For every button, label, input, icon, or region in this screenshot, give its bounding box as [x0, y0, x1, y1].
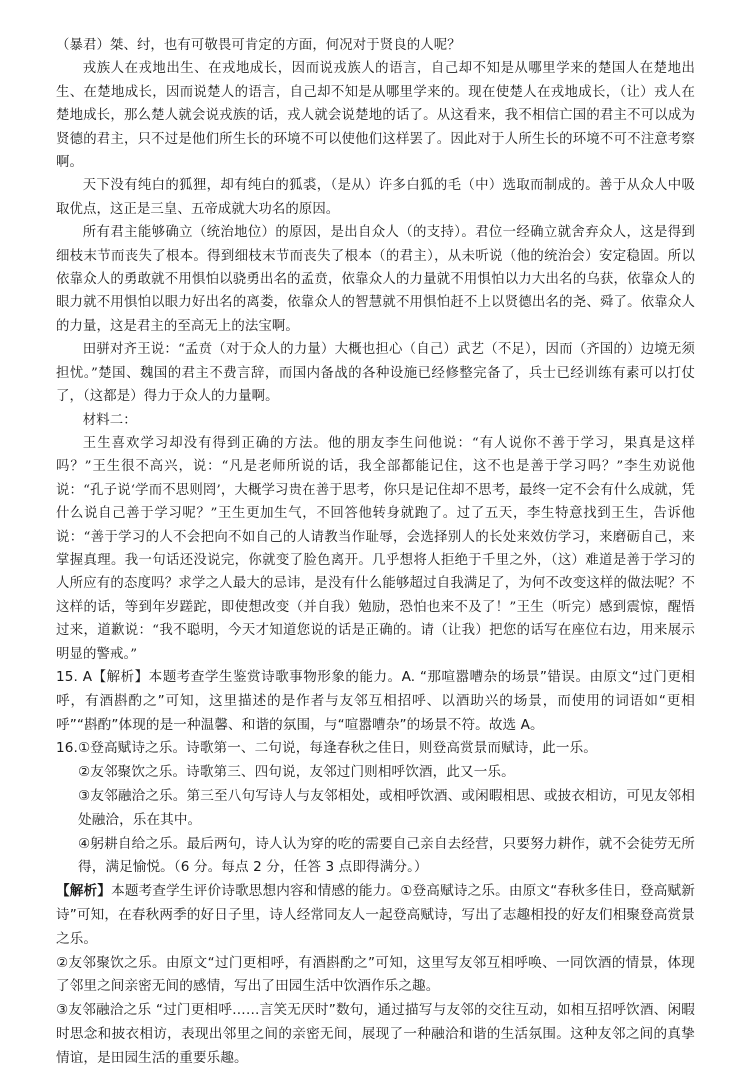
analysis-text: 本题考查学生评价诗歌思想内容和情感的能力。①登高赋诗之乐。由原文“春秋多佳日，登高赋新诗”可知，在春秋两季的好日子里，诗人经常同友人一起登高赋诗，写出了志趣相投的好友们相聚登高赏景之乐。 [56, 883, 696, 947]
analysis-paragraph-2: ②友邻聚饮之乐。由原文“过门更相呼，有酒斟酌之”可知，这里写友邻互相呼唤、一同饮酒的情景，体现了邻里之间亲密无间的感情，写出了田园生活中饮酒作乐之趣。 [56, 954, 695, 995]
answer-text: ①登高赋诗之乐。诗歌第一、二句说，每逢春秋之佳日，则登高赏景而赋诗，此一乐。 [78, 740, 597, 757]
answer-section [56, 666, 695, 1071]
paragraph: 所有君主能够确立（统治地位）的原因，是出自众人（的支持）。君位一经确立就舍弃众人，这是得到细枝末节而丧失了根本。得到细枝末节而丧失了根本（的君主），从未听说（他的统治会）安定稳固。所以依靠众人的勇敢就不用惧怕以骁勇出名的孟贲，依靠众人的力量就不用惧怕以力大出名的乌获，依靠众人的眼力就不用惧怕以眼力好出名的离娄，依靠众人的智慧就不用惧怕赶不上以贤德出名的尧、舜了。依靠众人的力量，这是君主的至高无上的法宝啊。 [56, 225, 695, 334]
answer-16-point-3: ③友邻融洽之乐。第三至八句写诗人与友邻相处，或相呼饮酒、或闲暇相思、或披衣相访，可见友邻相处融洽，乐在其中。 [78, 787, 695, 828]
paragraph: （暴君）桀、纣，也有可敬畏可肯定的方面，何况对于贤良的人呢？ [56, 38, 461, 53]
paragraph: 戎族人在戎地出生、在戎地成长，因而说戎族人的语言，自己却不知是从哪里学来的楚国人在楚地出生、在楚地成长，因而说楚人的语言，自己却不知是从哪里学来的。现在使楚人在戎地成长，（让）戎人在楚地成长，那么楚人就会说戎族的话，戎人就会说楚地的话了。从这看来，我不相信亡国的君主不可以成为贤德的君主，只不过是他们所生长的环境不可以使他们这样罢了。因此对于人所生长的环境不可不注意考察啊。 [56, 61, 695, 171]
material-heading: 材料二： [82, 412, 137, 428]
answer-16-point-1 [56, 737, 695, 761]
question-number: 16. [56, 740, 78, 757]
analysis-paragraph-3: ③友邻融洽之乐 “过门更相呼……言笑无厌时”数句，通过描写与友邻的交往互动，如相互招呼饮酒、闲暇时思念和披衣相访，表现出邻里之间的亲密无间，展现了一种融洽和谐的生活氛围。这种友邻之间的真挚情谊，是田园生活的重要乐趣。 [56, 1002, 695, 1066]
answer-15: 15. A【解析】本题考查学生鉴赏诗歌事物形象的能力。A. “那喧嚣嘈杂的场景”错误。由原文“过门更相呼，有酒斟酌之”可知，这里描述的是作者与友邻互相招呼、以酒助兴的场景，而使用的词语如“更相呼”“斟酌”体现的是一种温馨、和谐的氛围，与“喧嚣嘈杂”的场景不符。故选 A。 [56, 668, 695, 733]
paragraph: 天下没有纯白的狐狸，却有纯白的狐裘，（是从）许多白狐的毛（中）选取而制成的。善于从众人中吸取优点，这正是三皇、五帝成就大功名的原因。 [56, 178, 695, 217]
answer-16-point-2: ②友邻聚饮之乐。诗歌第三、四句说，友邻过门则相呼饮酒，此又一乐。 [78, 764, 515, 781]
translation-passage [56, 34, 695, 666]
paragraph: 王生喜欢学习却没有得到正确的方法。他的朋友李生问他说：“有人说你不善于学习，果真是这样吗？”王生很不高兴，说：“凡是老师所说的话，我全部都能记住，这不也是善于学习吗？”李生劝说他说：“孔子说‘学而不思则罔’，大概学习贵在善于思考，你只是记住却不思考，最终一定不会有什么成就，凭什么说自己善于学习呢？”王生更加生气，不回答他转身就跑了。过了五天，李生特意找到王生，告诉他说：“善于学习的人不会把向不如自己的人请教当作耻辱，会选择别人的长处来效仿学习，来磨砺自己，来掌握真理。我一句话还没说完，你就变了脸色离开。几乎想将人拒绝于千里之外，（这）难道是善于学习的人所应有的态度吗？求学之人最大的忌讳，是没有什么能够超过自我满足了，为何不改变这样的做法呢？不这样的话，等到年岁蹉跎，即使想改变（并自我）勉励，恐怕也来不及了！”王生（听完）感到震惊，醒悟过来，道歉说：“我不聪明，今天才知道您说的话是正确的。请（让我）把您的话写在座位右边，用来展示明显的警戒。” [56, 435, 695, 662]
answer-16-point-4: ④躬耕自给之乐。最后两句，诗人认为穿的吃的需要自己亲自去经营，只要努力耕作，就不会徒劳无所得，满足愉悦。（6 分。每点 2 分，任答 3 点即得满分。） [78, 835, 695, 876]
analysis-tag: 【解析】 [56, 883, 112, 900]
paragraph: 田骈对齐王说：“孟贲（对于众人的力量）大概也担心（自己）武艺（不足），因而（齐国的）边境无须担忧。”楚国、魏国的君主不费言辞，而国内备战的各种设施已经修整完备了，兵士已经训练有素可以打仗了，（这都是）得力于众人的力量啊。 [56, 342, 695, 405]
analysis-paragraph [56, 880, 695, 951]
